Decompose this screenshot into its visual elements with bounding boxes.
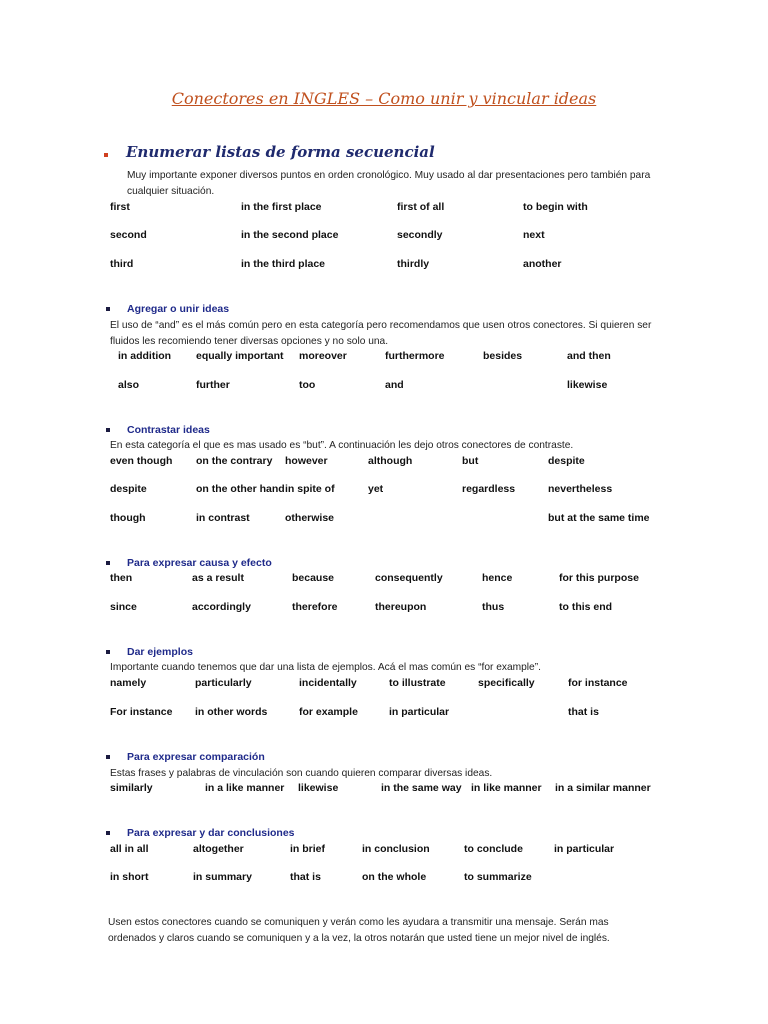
connector-word: further [196, 379, 230, 391]
connector-word: in a similar manner [555, 782, 651, 794]
connector-word: third [110, 258, 134, 270]
connector-word: furthermore [385, 350, 445, 362]
connector-word: equally important [196, 350, 284, 362]
connector-word: then [110, 572, 133, 584]
section-heading: Para expresar comparación [127, 751, 265, 763]
section-heading: Dar ejemplos [127, 646, 193, 658]
connector-word: in like manner [471, 782, 542, 794]
connector-word: in other words [195, 706, 268, 718]
connector-word: in addition [118, 350, 172, 362]
connector-word: all in all [110, 843, 149, 855]
connector-word: on the whole [362, 871, 427, 883]
section-desc: Muy importante exponer diversos puntos en orden cronológico. Muy usado al dar presentaciones pero también para [127, 170, 651, 181]
connector-word: thirdly [397, 258, 430, 270]
connector-word: likewise [567, 379, 608, 391]
connector-word: in brief [290, 843, 326, 855]
connector-word: yet [368, 483, 384, 495]
connector-word: in short [110, 871, 149, 883]
connector-word: in conclusion [362, 843, 430, 855]
connector-word: thereupon [375, 601, 427, 613]
section-desc: fluidos les recomiendo tener diversas opciones y no solo una. [110, 336, 389, 347]
bullet-icon [106, 755, 110, 759]
section-desc: Estas frases y palabras de vinculación son cuando quieren comparar diversas ideas. [110, 768, 493, 779]
connector-word: thus [482, 601, 505, 613]
connector-word: to summarize [464, 871, 532, 883]
connector-word: moreover [299, 350, 347, 362]
connector-word: besides [483, 350, 523, 362]
section-heading: Agregar o unir ideas [127, 303, 230, 315]
connector-word: secondly [397, 229, 443, 241]
connector-word: in summary [193, 871, 252, 883]
connector-word: despite [110, 483, 147, 495]
connector-word: in the same way [381, 782, 462, 794]
connector-word: nevertheless [548, 483, 613, 495]
connector-word: specifically [478, 677, 535, 689]
connector-word: first of all [397, 201, 445, 213]
section-desc: Importante cuando tenemos que dar una lista de ejemplos. Acá el mas común es “for example”. [110, 662, 541, 673]
connector-word: in the second place [241, 229, 339, 241]
connector-word: regardless [462, 483, 516, 495]
connector-word: to illustrate [389, 677, 446, 689]
section-heading: Contrastar ideas [127, 424, 210, 436]
section-desc: El uso de “and” es el más común pero en esta categoría pero recomendamos que usen otros conectores. Si quieren ser [110, 320, 652, 331]
connector-word: to this end [559, 601, 613, 613]
connector-word: in the first place [241, 201, 322, 213]
section-heading: Enumerar listas de forma secuencial [126, 143, 435, 161]
bullet-icon [104, 153, 108, 157]
connector-word: for example [299, 706, 358, 718]
connector-word: incidentally [299, 677, 357, 689]
connector-word: to conclude [464, 843, 523, 855]
connector-word: second [110, 229, 147, 241]
connector-word: similarly [110, 782, 153, 794]
closing-text: ordenados y claros cuando se comuniquen y a la vez, la otros notarán que usted tiene un mejor nivel de inglés. [108, 933, 610, 944]
connector-word: too [299, 379, 316, 391]
section-desc: cualquier situación. [127, 186, 215, 197]
bullet-icon [106, 561, 110, 565]
connector-word: on the contrary [196, 455, 273, 467]
connector-word: accordingly [192, 601, 251, 613]
connector-word: as a result [192, 572, 244, 584]
closing-text: Usen estos conectores cuando se comuniquen y verán como les ayudara a transmitir una mensaje. Serán mas [108, 917, 609, 928]
connector-word: since [110, 601, 137, 613]
connector-word: on the other hand [196, 483, 285, 495]
connector-word: in the third place [241, 258, 326, 270]
connector-word: hence [482, 572, 513, 584]
connector-word: despite [548, 455, 585, 467]
connector-word: and [385, 379, 404, 391]
connector-word: however [285, 455, 328, 467]
bullet-icon [106, 307, 110, 311]
connector-word: and then [567, 350, 611, 362]
page-title: Conectores en INGLES – Como unir y vincular ideas [171, 89, 597, 108]
connector-word: in particular [554, 843, 615, 855]
section-heading: Para expresar causa y efecto [127, 557, 272, 569]
connector-word: for instance [568, 677, 628, 689]
bullet-icon [106, 650, 110, 654]
connector-word: but at the same time [548, 512, 650, 524]
connector-word: consequently [375, 572, 443, 584]
connector-word: For instance [110, 706, 173, 718]
bullet-icon [106, 428, 110, 432]
connector-word: that is [568, 706, 599, 718]
section-desc: En esta categoría el que es mas usado es “but”. A continuación les dejo otros conectores de contraste. [110, 440, 574, 451]
connector-word: altogether [193, 843, 244, 855]
connector-word: namely [110, 677, 147, 689]
connector-word: therefore [292, 601, 338, 613]
connector-word: though [110, 512, 146, 524]
connector-word: for this purpose [559, 572, 639, 584]
connector-word: in spite of [285, 483, 335, 495]
section-heading: Para expresar y dar conclusiones [127, 827, 295, 839]
connector-word: that is [290, 871, 321, 883]
connector-word: in contrast [196, 512, 250, 524]
connector-word: although [368, 455, 413, 467]
connector-word: another [523, 258, 562, 270]
connector-word: particularly [195, 677, 252, 689]
connector-word: first [110, 201, 130, 213]
connector-word: also [118, 379, 140, 391]
connector-word: but [462, 455, 479, 467]
connector-word: in particular [389, 706, 450, 718]
bullet-icon [106, 831, 110, 835]
connector-word: because [292, 572, 335, 584]
connector-word: otherwise [285, 512, 335, 524]
connector-word: to begin with [523, 201, 588, 213]
connector-word: in a like manner [205, 782, 285, 794]
connector-word: even though [110, 455, 173, 467]
connector-word: next [523, 229, 545, 241]
connector-word: likewise [298, 782, 339, 794]
